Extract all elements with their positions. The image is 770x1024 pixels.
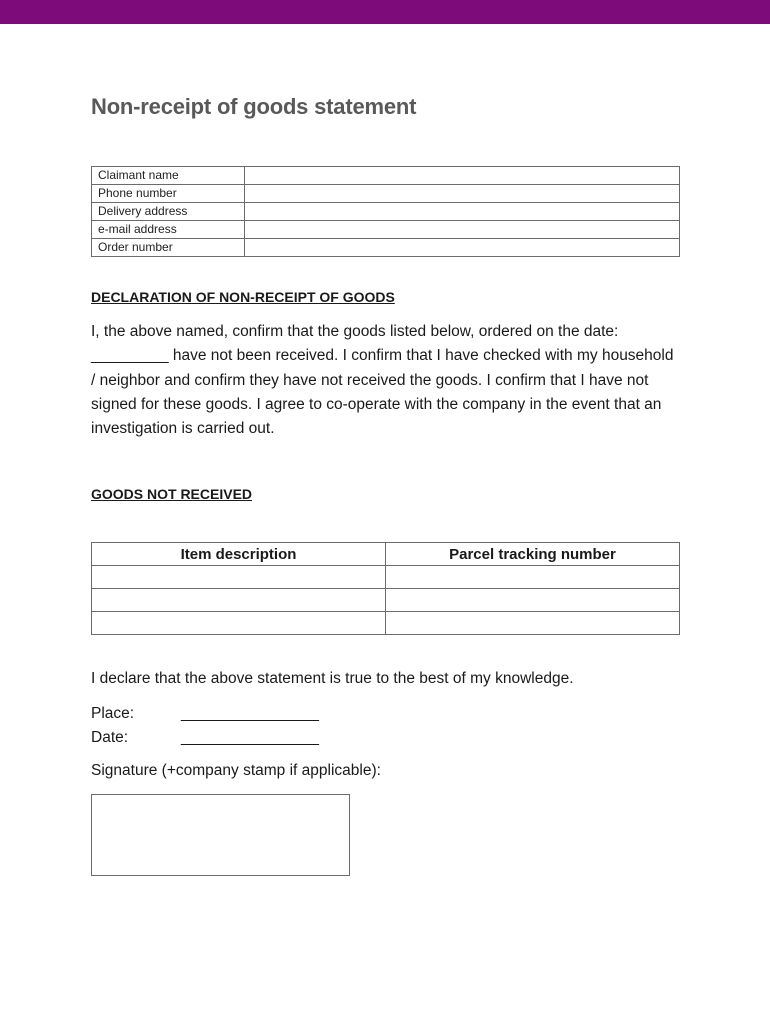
claimant-name-label: Claimant name	[92, 167, 245, 185]
table-row	[92, 566, 680, 589]
order-number-field[interactable]	[245, 239, 680, 257]
table-row	[92, 612, 680, 635]
phone-number-label: Phone number	[92, 185, 245, 203]
delivery-address-label: Delivery address	[92, 203, 245, 221]
table-header-row	[92, 543, 680, 566]
closing-statement: I declare that the above statement is true to the best of my knowledge.	[91, 670, 574, 687]
date-label: Date:	[91, 729, 129, 746]
date-field[interactable]: ________________	[181, 729, 319, 746]
tracking-number-cell[interactable]	[386, 589, 680, 612]
email-address-field[interactable]	[245, 221, 680, 239]
phone-number-field[interactable]	[245, 185, 680, 203]
tracking-number-header: Parcel tracking number	[386, 543, 680, 566]
declaration-heading: DECLARATION OF NON-RECEIPT OF GOODS	[91, 289, 395, 305]
table-row	[92, 167, 680, 185]
signature-box[interactable]	[91, 794, 350, 876]
item-description-header: Item description	[92, 543, 386, 566]
order-number-label: Order number	[92, 239, 245, 257]
place-field[interactable]: ________________	[181, 705, 319, 722]
place-row	[91, 705, 319, 723]
claimant-details-table	[91, 166, 680, 257]
goods-heading: GOODS NOT RECEIVED	[91, 486, 253, 502]
table-row	[92, 203, 680, 221]
top-accent-bar	[0, 0, 770, 24]
date-row	[91, 729, 319, 747]
place-label: Place:	[91, 705, 135, 722]
delivery-address-field[interactable]	[245, 203, 680, 221]
table-row	[92, 221, 680, 239]
item-description-cell[interactable]	[92, 566, 386, 589]
declaration-body: I, the above named, confirm that the goods listed below, ordered on the date: _________ have not been received. I confirm that I have checked with my household / neighbor and confirm they have not received the goods. I confirm that I have not signed for these goods. I agree to co-operate with the company in the event that an investigation is carried out.	[91, 323, 674, 438]
page-title: Non-receipt of goods statement	[91, 94, 417, 119]
email-address-label: e-mail address	[92, 221, 245, 239]
signature-label: Signature (+company stamp if applicable):	[91, 762, 381, 779]
table-row	[92, 239, 680, 257]
table-row	[92, 185, 680, 203]
tracking-number-cell[interactable]	[386, 612, 680, 635]
claimant-name-field[interactable]	[245, 167, 680, 185]
item-description-cell[interactable]	[92, 589, 386, 612]
tracking-number-cell[interactable]	[386, 566, 680, 589]
item-description-cell[interactable]	[92, 612, 386, 635]
table-row	[92, 589, 680, 612]
goods-table	[91, 542, 680, 635]
